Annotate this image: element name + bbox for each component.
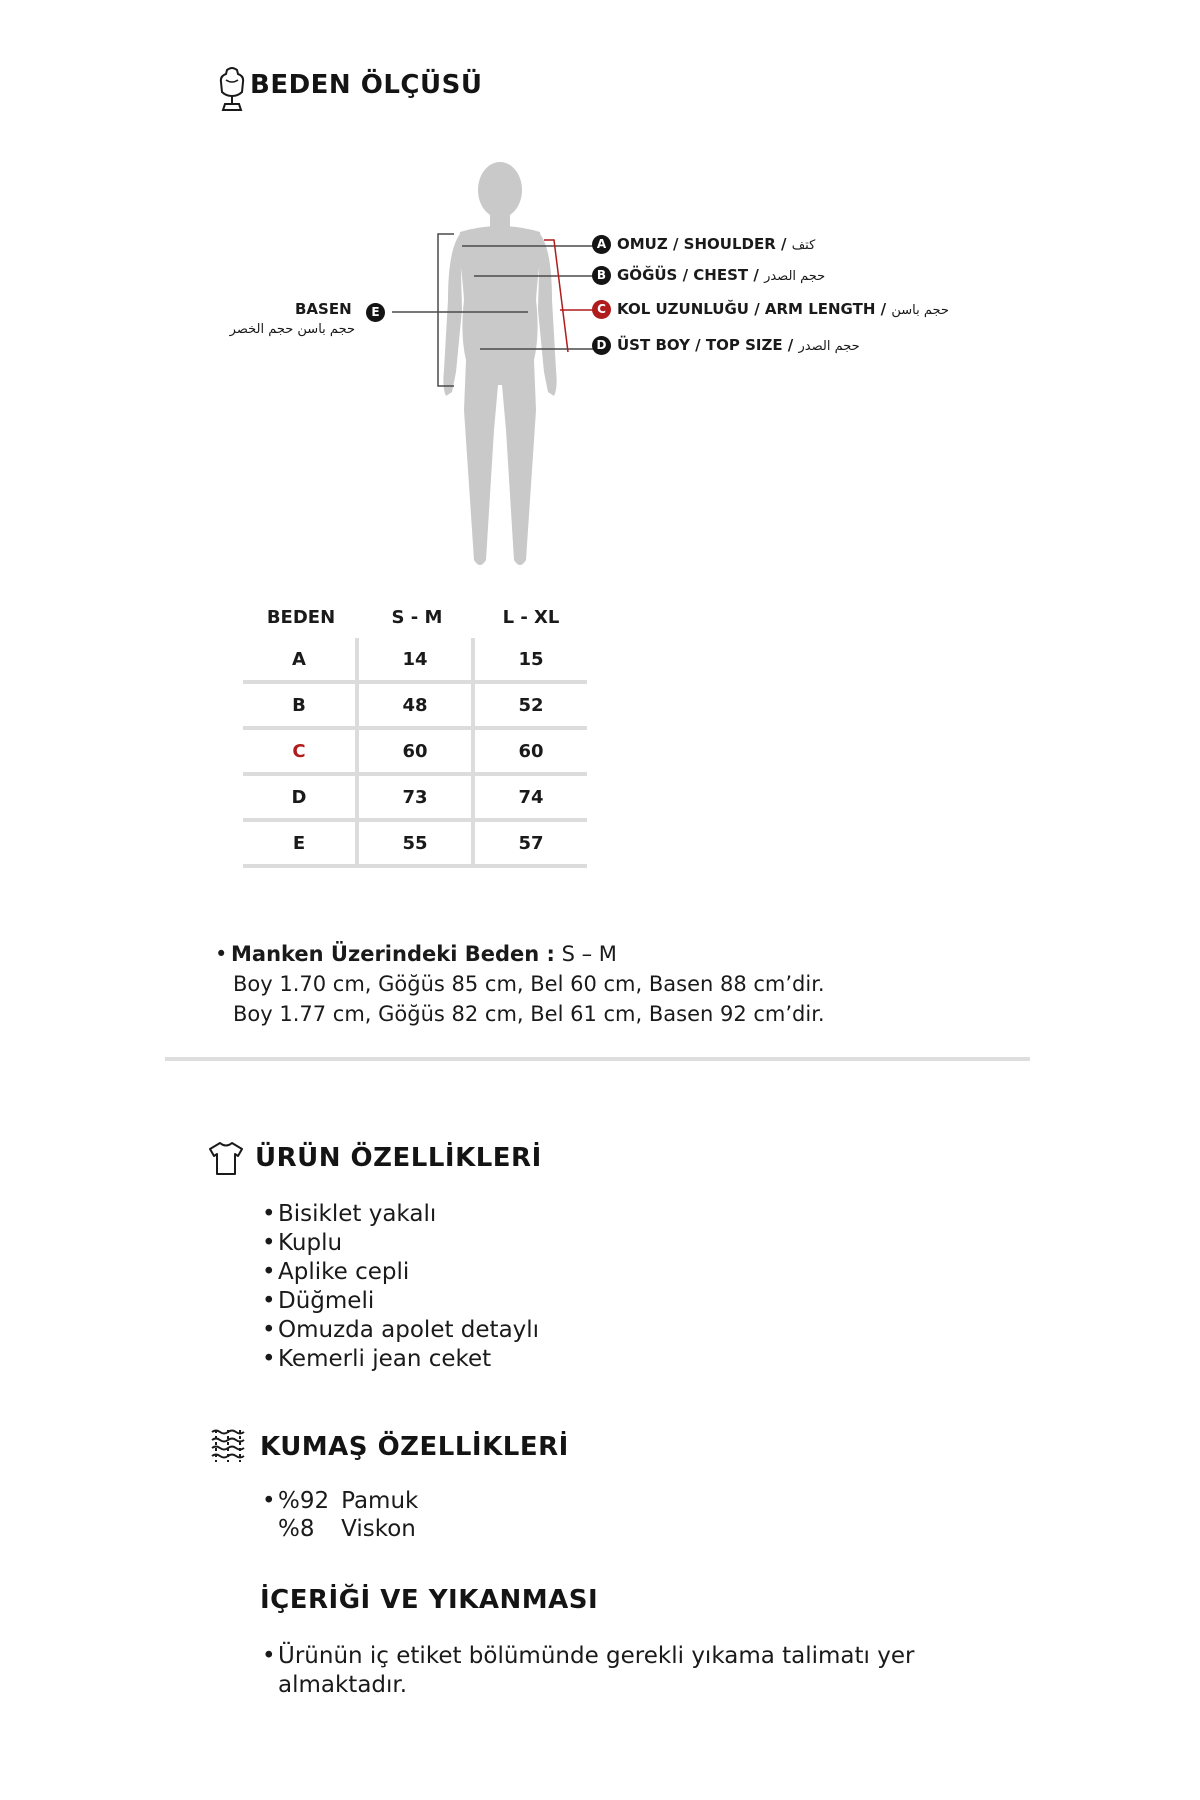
- fabric-name: Viskon: [341, 1516, 416, 1542]
- label-chest: [592, 266, 825, 285]
- cell-s-m: 55: [359, 822, 475, 868]
- row-label: E: [243, 822, 359, 868]
- label-shoulder: [592, 235, 815, 254]
- model-size-value: S – M: [561, 942, 617, 966]
- size-table-header: [243, 596, 587, 638]
- feature-text: Kuplu: [278, 1230, 343, 1256]
- badge-a: A: [592, 235, 611, 254]
- product-features-list: [262, 1200, 539, 1374]
- care-line-2: almaktadır.: [278, 1672, 408, 1698]
- badge-c: C: [592, 300, 611, 319]
- label-arm-length-text: KOL UZUNLUĞU / ARM LENGTH /: [617, 300, 887, 318]
- list-item: • Omuzda apolet detaylı: [262, 1317, 540, 1343]
- badge-e: E: [366, 303, 385, 322]
- model-measurements-2: Boy 1.77 cm, Göğüs 82 cm, Bel 61 cm, Basen 92 cm’dir.: [233, 1002, 825, 1026]
- fabric-title: KUMAŞ ÖZELLİKLERİ: [260, 1432, 569, 1462]
- row-label: C: [243, 730, 359, 776]
- cell-s-m: 73: [359, 776, 475, 822]
- table-row: [243, 776, 587, 822]
- section-divider: [165, 1057, 1030, 1061]
- list-item: • Düğmeli: [262, 1288, 375, 1314]
- fabric-list: [262, 1487, 430, 1543]
- feature-text: Aplike cepli: [278, 1259, 410, 1285]
- cell-s-m: 48: [359, 684, 475, 730]
- fabric-bullet: •: [262, 1488, 276, 1514]
- care-line-1: • Ürünün iç etiket bölümünde gerekli yıkama talimatı yer: [262, 1643, 915, 1669]
- label-top-size: [592, 336, 860, 355]
- header-s-m: S - M: [391, 606, 443, 628]
- fabric-bullet-empty: [262, 1515, 278, 1543]
- model-measurements-1: Boy 1.70 cm, Göğüs 85 cm, Bel 60 cm, Basen 88 cm’dir.: [233, 972, 825, 996]
- header-beden: BEDEN: [266, 606, 336, 628]
- label-arm-length: [592, 300, 949, 319]
- table-row: [243, 730, 587, 776]
- size-table: [243, 596, 587, 868]
- cell-s-m: 14: [359, 638, 475, 684]
- cell-s-m: 60: [359, 730, 475, 776]
- list-item: • Aplike cepli: [262, 1259, 410, 1285]
- label-shoulder-text: OMUZ / SHOULDER /: [617, 235, 787, 253]
- cell-l-xl: 15: [475, 638, 587, 684]
- table-row: [243, 822, 587, 868]
- fabric-percent: %8: [278, 1516, 315, 1542]
- list-item: • Kuplu: [262, 1230, 343, 1256]
- list-item: [262, 1515, 430, 1543]
- label-shoulder-arabic: كتف: [791, 238, 816, 253]
- label-top-size-text: ÜST BOY / TOP SIZE /: [617, 336, 794, 354]
- label-chest-arabic: حجم الصدر: [764, 269, 826, 284]
- cell-l-xl: 74: [475, 776, 587, 822]
- product-features-title: ÜRÜN ÖZELLİKLERİ: [255, 1143, 542, 1173]
- fabric-percent: %92: [278, 1488, 330, 1514]
- fabric-pattern-icon: [210, 1428, 246, 1464]
- feature-text: Düğmeli: [278, 1288, 375, 1314]
- tshirt-icon: [208, 1140, 244, 1176]
- badge-b: B: [592, 266, 611, 285]
- badge-d: D: [592, 336, 611, 355]
- cell-l-xl: 52: [475, 684, 587, 730]
- feature-text: Bisiklet yakalı: [278, 1201, 437, 1227]
- label-chest-text: GÖĞÜS / CHEST /: [617, 266, 759, 284]
- cell-l-xl: 60: [475, 730, 587, 776]
- list-item: • Bisiklet yakalı: [262, 1201, 437, 1227]
- label-basen: BASEN: [295, 300, 352, 318]
- list-item: [262, 1487, 430, 1515]
- row-label: D: [243, 776, 359, 822]
- label-arm-length-arabic: حجم باسن: [891, 303, 949, 318]
- row-label: B: [243, 684, 359, 730]
- fabric-name: Pamuk: [341, 1488, 419, 1514]
- care-title: İÇERİĞİ VE YIKANMASI: [260, 1585, 599, 1615]
- cell-l-xl: 57: [475, 822, 587, 868]
- care-text-1: Ürünün iç etiket bölümünde gerekli yıkama talimatı yer: [278, 1643, 915, 1669]
- label-basen-arabic: حجم باسن حجم الخصر: [229, 322, 355, 337]
- table-row: [243, 638, 587, 684]
- feature-text: Omuzda apolet detaylı: [278, 1317, 540, 1343]
- fabric-table: [262, 1487, 430, 1543]
- size-section-title: BEDEN ÖLÇÜSÜ: [250, 70, 483, 100]
- feature-text: Kemerli jean ceket: [278, 1346, 492, 1372]
- table-row: [243, 684, 587, 730]
- model-size-label: Manken Üzerindeki Beden :: [231, 942, 555, 966]
- header-l-xl: L - XL: [502, 606, 560, 628]
- row-label: A: [243, 638, 359, 684]
- badge-e-wrap: [366, 302, 391, 322]
- label-top-size-arabic: حجم الصدر: [798, 339, 860, 354]
- model-size-line: • Manken Üzerindeki Beden : S – M: [215, 942, 617, 966]
- list-item: • Kemerli jean ceket: [262, 1346, 492, 1372]
